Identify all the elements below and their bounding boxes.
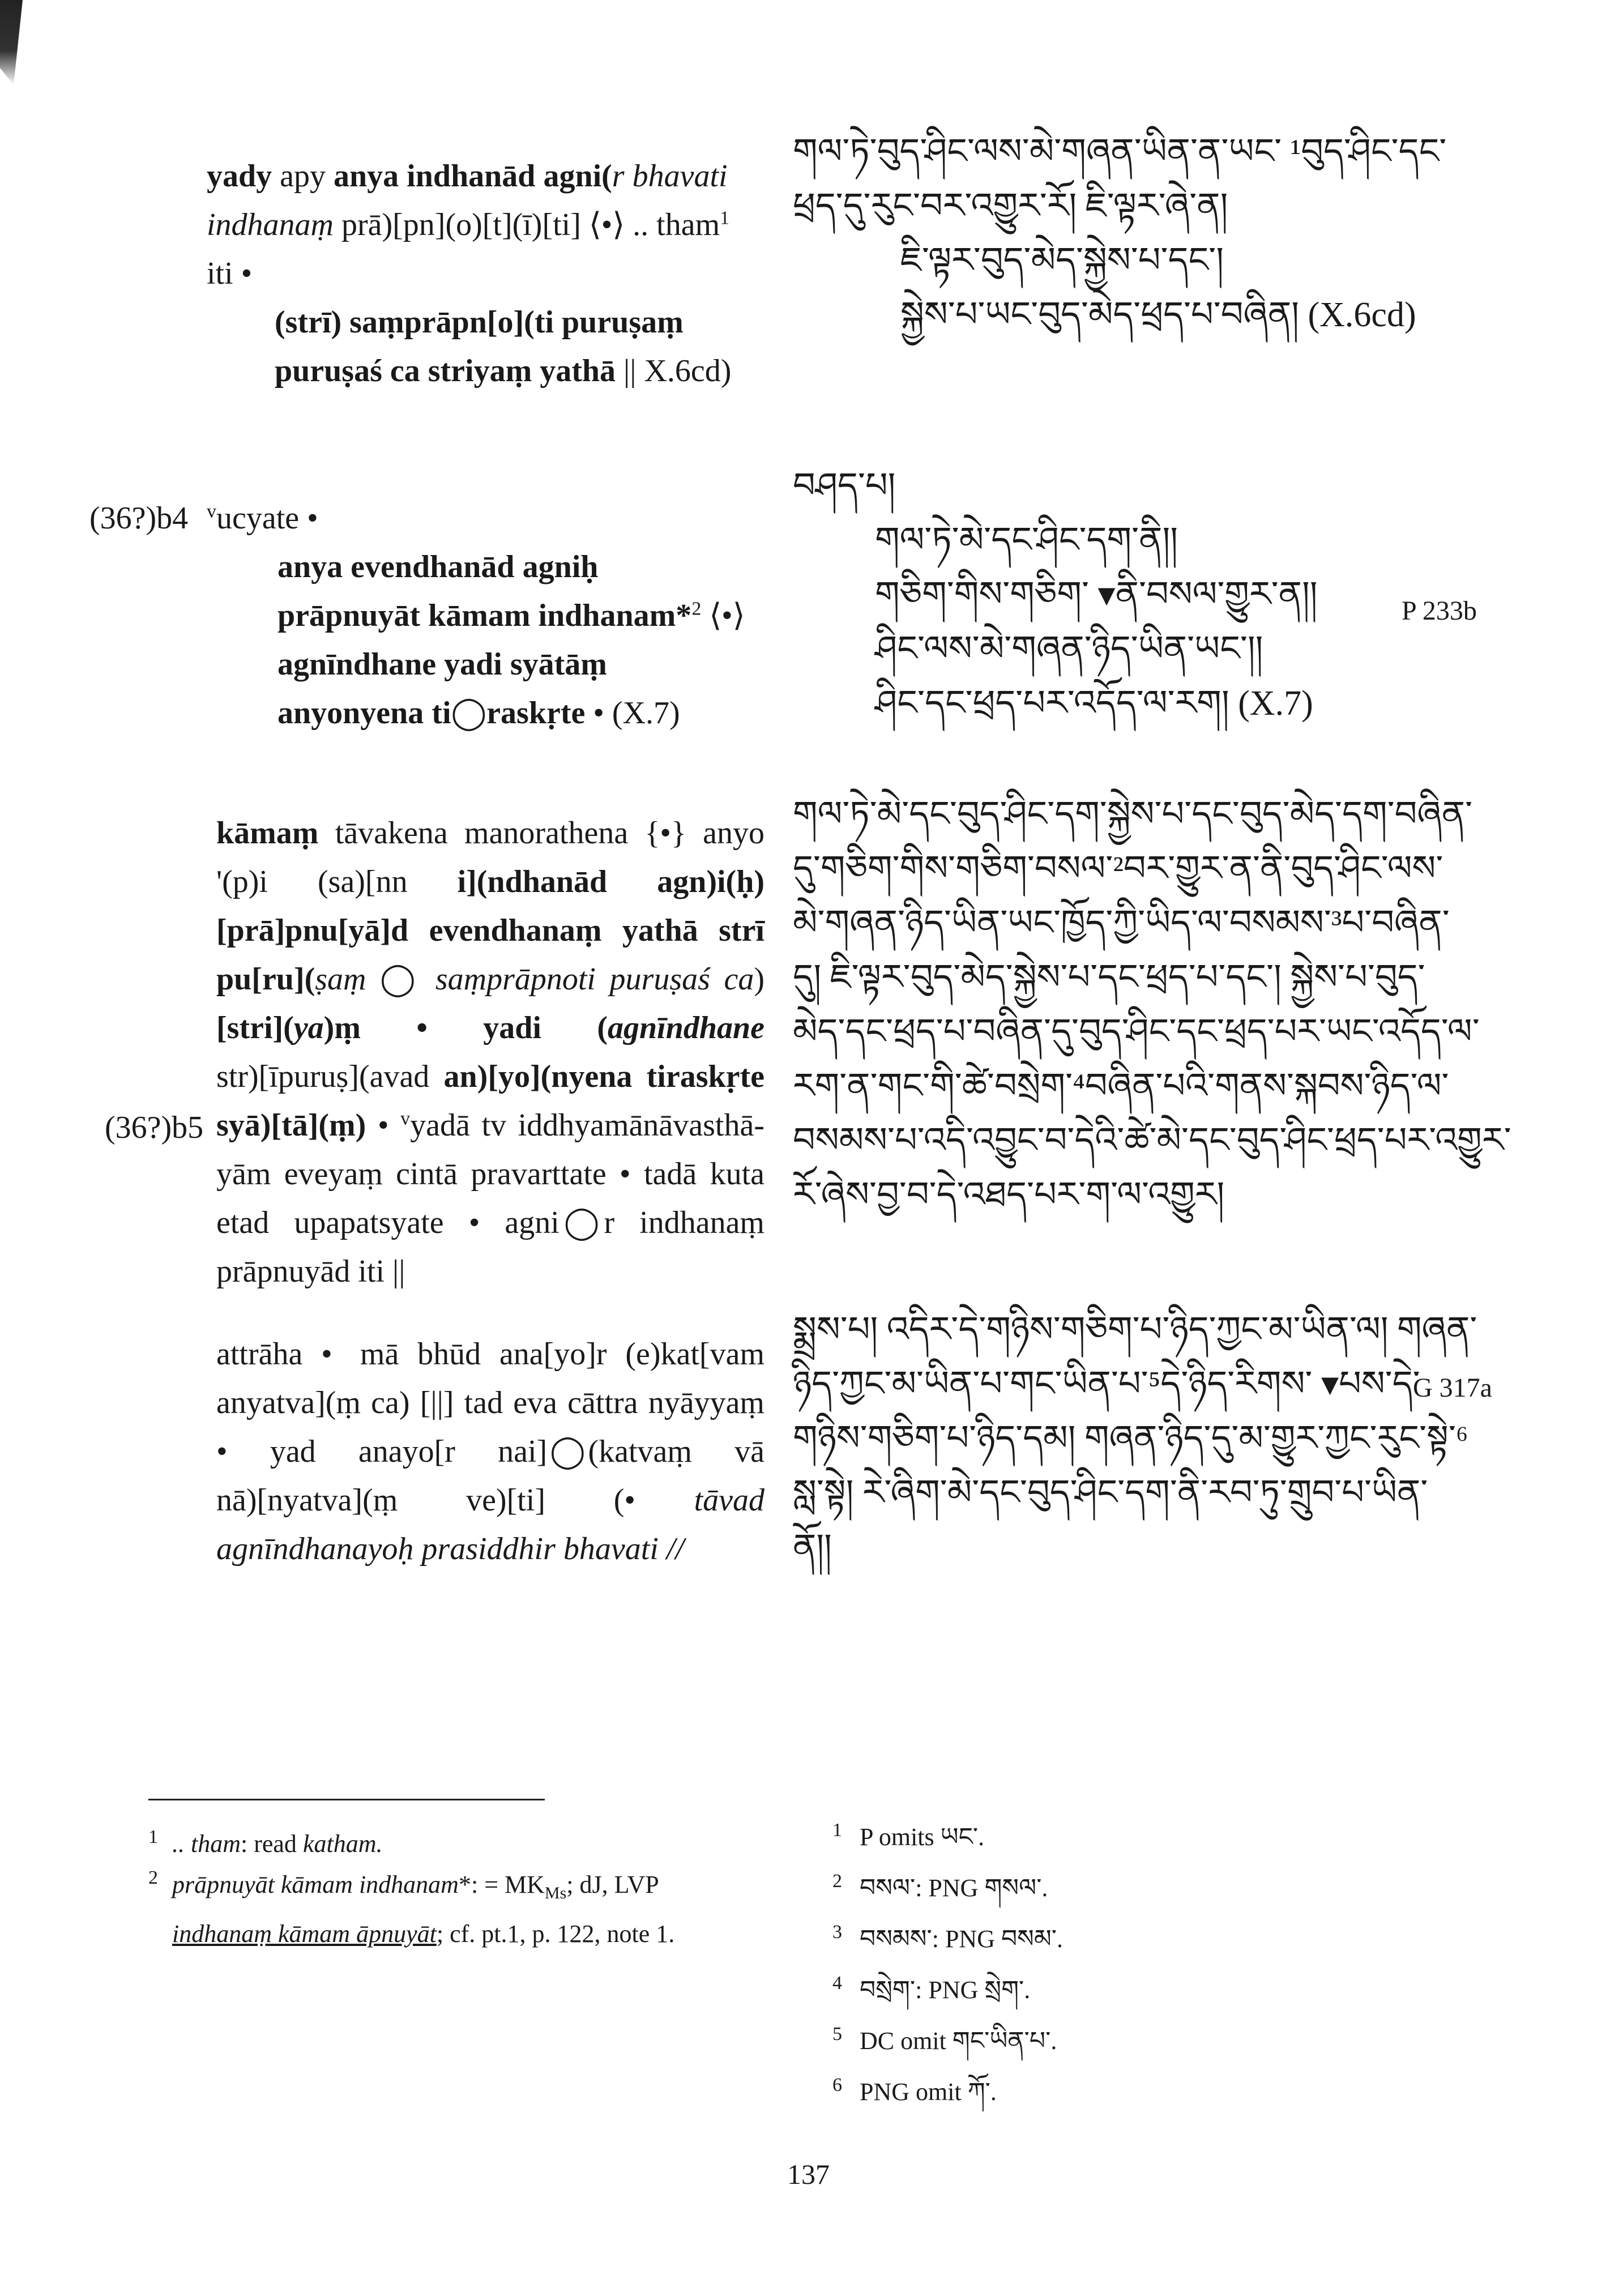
folio-label: G 317a: [1413, 1373, 1492, 1403]
text-line: [207, 347, 756, 395]
text-line: [216, 955, 764, 1004]
text-run: ya: [293, 1010, 324, 1045]
tibetan-line: གལ་ཏེ་བུད་ཤིང་ལས་མེ་གཞན་ཡིན་ན་ཡང་ ¹བུད་ཤིང་དང་: [793, 133, 1447, 171]
tibetan-line: གཉིས་གཅིག་པ་ཉིད་དམ། གཞན་ཉིད་དུ་མ་གྱུར་ཀྱང་རུང་སྟེ་⁶: [793, 1419, 1468, 1458]
text-run: [prā]pnu[yā]d evendhanaṃ yathā strī: [216, 913, 764, 948]
tibetan-line: སྨྲས་པ། འདིར་དེ་གཉིས་གཅིག་པ་ཉིད་ཀྱང་མ་ཡིན་ལ། གཞན་: [793, 1311, 1477, 1349]
text-run: agnīndhane yadi syātāṃ: [277, 647, 607, 682]
footnote-run: *: = MK: [458, 1871, 545, 1898]
footnote-run: : read: [241, 1830, 303, 1858]
text-run: ): [754, 962, 764, 997]
folio-ref-b5: [105, 1103, 203, 1152]
text-line: [207, 249, 756, 298]
text-run: 1: [720, 207, 730, 229]
text-run: anya evendhanād agniḥ: [277, 549, 599, 584]
text-line: [216, 857, 764, 906]
tibetan-line: དུ་གཅིག་གིས་གཅིག་བསལ་²བར་གྱུར་ན་ནི་བུད་ཤིང་ལས་: [793, 850, 1443, 888]
tibetan-line: རོ་ཞེས་བྱ་བ་དེ་འཐད་པར་ག་ལ་འགྱུར།: [793, 1176, 1225, 1214]
footnote-run: .. tham: [172, 1830, 241, 1858]
text-line: [207, 200, 756, 249]
text-run: v: [400, 1108, 411, 1129]
text-line: [216, 1330, 764, 1379]
footnote-text: PNG omit ཀོ་.: [860, 2078, 997, 2106]
folio-marker-g317a: [1413, 1364, 1492, 1412]
text-line: [277, 689, 759, 737]
footnote: $^1$ P omits ཡང་.: [832, 1820, 985, 1851]
sanskrit-block-3: [216, 809, 764, 1296]
text-run: apy: [272, 159, 334, 194]
text-run: anya indhanād agni(: [334, 159, 612, 194]
text-run: agnīndhanayoḥ prasiddhir bhavati //: [216, 1531, 684, 1567]
tibetan-line: དུ། ཇི་ལྟར་བུད་མེད་སྐྱེས་པ་དང་ཕྲད་པ་དང་། སྐྱེས་པ་བུད་: [793, 958, 1425, 997]
text-run: anyonyena ti◯raskṛte: [277, 695, 586, 731]
text-run: 2: [691, 598, 702, 620]
footnote: $^6$ PNG omit ཀོ་.: [832, 2075, 997, 2106]
text-run: • (X.7): [585, 695, 680, 731]
tibetan-line: ཤིང་ལས་མེ་གཞན་ཉིད་ཡིན་ཡང་།།: [875, 630, 1263, 668]
text-line: [277, 543, 759, 591]
tibetan-block-1: [793, 125, 1447, 342]
footnote: $^2$ བསལ་: PNG གསལ་.: [832, 1871, 1048, 1902]
tibetan-line: གཅིག་གིས་གཅིག་ ▾ནི་བསལ་གྱུར་ན།།: [875, 575, 1318, 614]
footnote-rule: [148, 1799, 545, 1800]
text-line: [216, 1247, 764, 1296]
text-run: puruṣaś ca striyaṃ yathā: [275, 353, 616, 389]
text-run: ṣaṃ ◯ saṃprāpnoti puruṣaś ca: [315, 962, 754, 997]
page-number: [787, 2158, 830, 2191]
folio-ref-label: (36?)b4: [89, 501, 189, 536]
folio-ref-label: (36?)b5: [105, 1110, 204, 1145]
tibetan-line: ཉིད་ཀྱང་མ་ཡིན་པ་གང་ཡིན་པ་⁵དེ་ཉིད་རིགས་ ▾པས་དེ་: [793, 1365, 1420, 1403]
text-line: [216, 1052, 764, 1101]
text-run: etad upapatsyate • agni◯r indhanaṃ: [216, 1205, 764, 1240]
tibetan-line: རག་ན་གང་གི་ཚེ་བསྲེག་⁴བཞིན་པའི་གནས་སྐབས་ཉིད་ལ་: [793, 1067, 1449, 1106]
page-number-text: 137: [787, 2158, 830, 2190]
tibetan-heading: བཤད་པ།: [793, 467, 896, 505]
sanskrit-verse-x7: [277, 543, 759, 737]
footnote-run: indhanaṃ kāmam āpnuyāt: [172, 1919, 437, 1948]
text-run: prā)[pn](o)[t](ī)[ti] ⟨•⟩ .. tham: [334, 207, 720, 242]
text-run: pu[ru](: [216, 962, 315, 997]
tibetan-line: བསམས་པ་འདི་འབྱུང་བ་དེའི་ཚེ་མེ་དང་བུད་ཤིང་ཕྲད་པར་འགྱུར་: [793, 1121, 1511, 1160]
sanskrit-block-1: [207, 152, 756, 395]
text-run: i](ndhanād agn)i(ḥ): [457, 864, 764, 899]
tibetan-block-2: [793, 459, 1416, 731]
text-line: [207, 298, 756, 347]
tibetan-line: སླ་སྟེ། རེ་ཞིག་མེ་དང་བུད་ཤིང་དག་ནི་རབ་ཏུ་གྲུབ་པ་ཡིན་: [793, 1474, 1428, 1512]
ucyate-line: [207, 494, 318, 543]
text-line: [216, 1525, 764, 1573]
footnote-text: P omits ཡང་.: [860, 1823, 985, 1851]
text-line: [216, 1004, 764, 1052]
tibetan-block-3: [793, 787, 1511, 1222]
footnote-run: ; dJ, LVP: [566, 1871, 659, 1898]
folio-label: P 233b: [1402, 596, 1477, 626]
text-run: tāvakena manorathena {•} anyo: [318, 816, 764, 851]
tibetan-line: ཕྲད་དུ་རུང་བར་འགྱུར་རོ། ཇི་ལྟར་ཞེ་ན།: [793, 187, 1228, 225]
text-line: [216, 1379, 764, 1427]
footnote: $^5$ DC omit གང་ཡིན་པ་.: [832, 2024, 1057, 2055]
text-run: prāpnuyāt kāmam indhanam*: [277, 598, 692, 633]
scan-edge-mark: [0, 0, 23, 85]
tibetan-line: སྐྱེས་པ་ཡང་བུད་མེད་ཕྲད་པ་བཞིན། (X.6cd): [900, 296, 1416, 334]
text-run: yady: [207, 159, 272, 194]
footnote: $^4$ བསྲེག་: PNG སྲེག་.: [832, 1973, 1031, 2004]
folio-marker-p233b: [1402, 587, 1477, 635]
footnote-run: Ms: [544, 1883, 567, 1902]
text-line: [277, 640, 759, 689]
footnote: $^2$ prāpnuyāt kāmam indhanam*: = $MK_{Ms}$; dJ, LVP: [148, 1867, 659, 1902]
text-run: an)[yo](nyena tiraskṛte: [443, 1059, 764, 1094]
tibetan-line: གལ་ཏེ་མེ་དང་བུད་ཤིང་དག་སྐྱེས་པ་དང་བུད་མེད་དག་བཞིན་: [793, 795, 1473, 834]
text-line: [216, 809, 764, 857]
text-run: str)[īpuruṣ](avad: [216, 1059, 444, 1094]
text-run: yadā tv iddhyamānāvasthā-: [410, 1108, 764, 1143]
text-run: '(p)i (sa)[nn: [216, 864, 458, 899]
tibetan-line: ནོ།།: [793, 1528, 832, 1567]
ucyate-text: ucyate •: [216, 501, 318, 536]
text-run: yām eveyaṃ cintā pravarttate • tadā kuta: [216, 1156, 764, 1192]
tibetan-line: ཇི་ལྟར་བུད་མེད་སྐྱེས་པ་དང་།: [900, 241, 1224, 280]
folio-ref-b4: [89, 494, 188, 543]
text-line: [216, 1198, 764, 1247]
footnote-text: བསལ་: PNG གསལ་.: [860, 1874, 1048, 1902]
text-run: ⟨•⟩: [701, 598, 745, 633]
text-line: [207, 152, 756, 200]
sanskrit-block-4: [216, 1330, 764, 1573]
footnote: $^3$ བསམས་: PNG བསམ་.: [832, 1922, 1064, 1953]
text-run: agnīndhane: [608, 1010, 764, 1045]
text-run: r bhavati: [612, 159, 728, 194]
text-line: [216, 1427, 764, 1476]
text-run: prāpnuyād iti ||: [216, 1254, 405, 1289]
text-run: )ṃ • yadi (: [323, 1010, 608, 1045]
text-line: [216, 1150, 764, 1198]
footnotes-left: [148, 1825, 760, 1956]
footnotes-right: [832, 1818, 1342, 2124]
tibetan-line: མེད་དང་ཕྲད་པ་བཞིན་དུ་བུད་ཤིང་དང་ཕྲད་པར་ཡང་འདོད་ལ་: [793, 1013, 1480, 1051]
text-line: [277, 591, 759, 640]
text-run: || X.6cd): [616, 353, 732, 389]
tibetan-line: ཤིང་དང་ཕྲད་པར་འདོད་ལ་རག། (X.7): [875, 684, 1313, 723]
text-run: attrāha • mā bhūd ana[yo]r (e)kat[vam: [216, 1337, 764, 1372]
footnote: $^1$ .. tham: read katham.: [148, 1826, 383, 1858]
footnote-text: བསྲེག་: PNG སྲེག་.: [860, 1976, 1031, 2004]
text-run: [stri](: [216, 1010, 294, 1045]
text-line: [216, 906, 764, 955]
text-run: syā)[tā](ṃ): [216, 1108, 366, 1143]
text-run: • yad anayo[r nai]◯(katvaṃ vā: [216, 1434, 764, 1469]
text-run: indhanaṃ: [207, 207, 334, 242]
text-run: •: [366, 1108, 401, 1143]
text-line: [216, 1101, 764, 1150]
footnote-run: prāpnuyāt kāmam indhanam: [172, 1871, 459, 1898]
footnote: [148, 1915, 760, 1953]
text-run: iti •: [207, 256, 253, 291]
text-run: kāmaṃ: [216, 816, 319, 851]
tibetan-line: མེ་གཞན་ཉིད་ཡིན་ཡང་ཁྱོད་ཀྱི་ཡིད་ལ་བསམས་³པ་བཞིན་: [793, 904, 1450, 942]
footnote-text: DC omit གང་ཡིན་པ་.: [860, 2027, 1057, 2055]
footnote-run: ; cf. pt.1, p. 122, note 1.: [436, 1919, 675, 1948]
text-run: tāvad: [694, 1483, 764, 1518]
verse-marker: v: [207, 501, 216, 522]
text-line: [216, 1476, 764, 1525]
footnote-run: katham.: [302, 1830, 383, 1858]
text-run: anyatva](ṃ ca) [||] tad eva cāttra nyāyyaṃ: [216, 1385, 764, 1420]
footnote-text: བསམས་: PNG བསམ་.: [860, 1925, 1064, 1953]
text-run: nā)[nyatva](ṃ ve)[ti] (•: [216, 1483, 694, 1518]
tibetan-line: གལ་ཏེ་མེ་དང་ཤིང་དག་ནི།།: [875, 521, 1178, 560]
text-run: (strī) saṃprāpn[o](ti puruṣaṃ: [275, 305, 684, 340]
